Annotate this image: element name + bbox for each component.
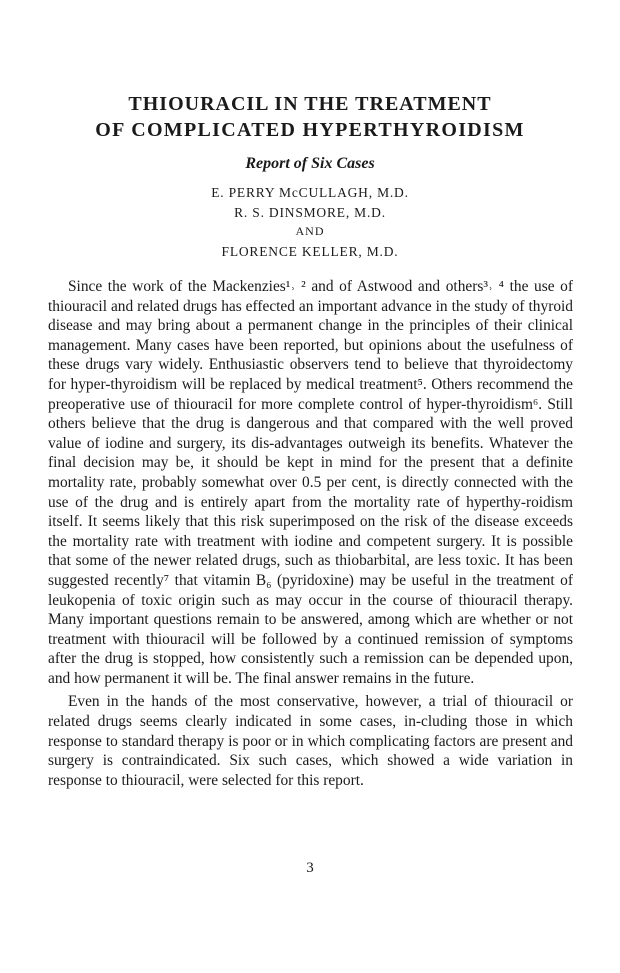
author-name: FLORENCE KELLER, M.D. xyxy=(221,243,399,259)
body-paragraph: Since the work of the Mackenzies¹˒ ² and of Astwood and others³˒ ⁴ the use of thiouracil and related drugs has effected an important advance in the study of thyroid disease and may bring about a permanent change in the principles of their clinical management. Many cases have been reported, but opinions about the usefulness of these drugs vary widely. Enthusiastic observers tend to believe that thyroidectomy for hyper-thyroidism will be replaced by medical treatment⁵. Others recommend the preoperative use of thiouracil for more complete control of hyper-thyroidism⁶. Still others believe that the drug is dangerous and that compared with the well proved value of iodine and surgery, its dis-advantages outweigh its benefits. Whatever the final decision may be, it should be kept in mind for the present that a definite mortality rate, probably somewhat over 0.5 per cent, is directly connected with the use of the drug and is entirely apart from the mortality rate of hyperthy-roidism itself. It seems likely that this risk superimposed on the risk of the disease exceeds the mortality rate with treatment with iodine and competent surgery. It is possible that some of the newer related drugs, such as thiobarbital, are less toxic. It has been suggested recently⁷ that vitamin B₆ (pyridoxine) may be useful in the treatment of leukopenia of toxic origin such as may occur in the course of thiouracil therapy. Many important questions remain to be answered, among which are whether or not treatment with thiouracil will be followed by a continued remission of symptoms after the drug is stopped, how consistently such a remission can be depended upon, and how permanent it will be. The final answer remains in the future. xyxy=(48,278,573,687)
author-list xyxy=(0,183,620,261)
author-name: E. PERRY McCULLAGH, M.D. xyxy=(211,185,409,200)
body-paragraph: Even in the hands of the most conservative, however, a trial of thiouracil or related drugs seems clearly indicated in some cases, in-cluding those in which response to standard therapy is poor or in which complicating factors are present and surgery is contraindicated. Six such cases, which showed a wide variation in response to thiouracil, were selected for this report. xyxy=(48,693,573,789)
article-title-line-1: THIOURACIL IN THE TREATMENT xyxy=(128,93,492,115)
article-subtitle: Report of Six Cases xyxy=(245,155,375,172)
author-conjunction: AND xyxy=(295,224,325,238)
author-name: R. S. DINSMORE, M.D. xyxy=(234,204,386,220)
page-number: 3 xyxy=(306,860,314,876)
article-title-line-2: OF COMPLICATED HYPERTHYROIDISM xyxy=(95,119,525,141)
article-body xyxy=(48,277,573,790)
